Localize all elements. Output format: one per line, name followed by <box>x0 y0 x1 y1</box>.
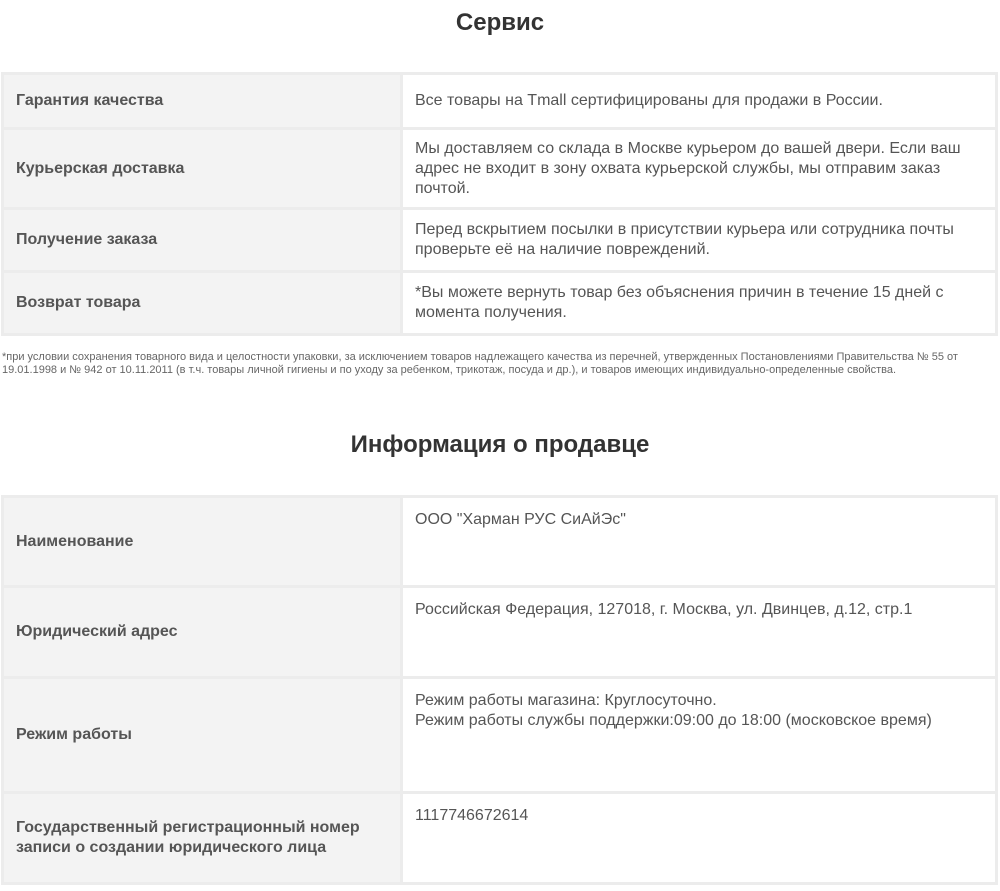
support-hours-line: Режим работы службы поддержки:09:00 до 18:00 (московское время) <box>415 712 932 729</box>
quality-guarantee-value: Все товары на Tmall сертифицированы для продажи в России. <box>403 75 995 127</box>
store-hours-line: Режим работы магазина: Круглосуточно. <box>415 692 717 709</box>
courier-delivery-label: Курьерская доставка <box>4 130 400 207</box>
working-hours-label: Режим работы <box>4 679 400 791</box>
table-row <box>4 679 995 791</box>
service-table <box>1 72 998 336</box>
legal-address-label: Юридический адрес <box>4 588 400 676</box>
working-hours-value <box>403 679 995 791</box>
registration-number-label: Государственный регистрационный номер записи о создании юридического лица <box>4 794 400 882</box>
seller-heading: Информация о продавце <box>350 431 650 458</box>
seller-table <box>1 495 998 885</box>
table-row <box>4 210 995 270</box>
table-row <box>4 75 995 127</box>
table-row <box>4 588 995 676</box>
registration-number-value: 1117746672614 <box>403 794 995 882</box>
quality-guarantee-label: Гарантия качества <box>4 75 400 127</box>
table-row <box>4 273 995 333</box>
product-return-label: Возврат товара <box>4 273 400 333</box>
service-heading: Сервис <box>455 9 545 36</box>
order-receipt-value: Перед вскрытием посылки в присутствии курьера или сотрудника почты проверьте её на наличие повреждений. <box>403 210 995 270</box>
table-row <box>4 130 995 207</box>
company-name-label: Наименование <box>4 498 400 585</box>
return-footnote: *при условии сохранения товарного вида и целостности упаковки, за исключением товаров надлежащего качества из перечней, утвержденных Постановлениями Правительства № 55 от 19.01.1998 и № 942 от 10.11.2011 (в т.ч. товары личной гигиены и по уходу за ребенком, трикотаж, посуда и др.), и товаров имеющих индивидуально-определенные свойства. <box>2 351 958 376</box>
legal-address-value: Российская Федерация, 127018, г. Москва, ул. Двинцев, д.12, стр.1 <box>403 588 995 676</box>
order-receipt-label: Получение заказа <box>4 210 400 270</box>
company-name-value: ООО "Харман РУС СиАйЭс" <box>403 498 995 585</box>
table-row <box>4 794 995 882</box>
courier-delivery-value: Мы доставляем со склада в Москве курьером до вашей двери. Если ваш адрес не входит в зону охвата курьерской службы, мы отправим заказ почтой. <box>403 130 995 207</box>
table-row <box>4 498 995 585</box>
product-return-value: *Вы можете вернуть товар без объяснения причин в течение 15 дней с момента получения. <box>403 273 995 333</box>
